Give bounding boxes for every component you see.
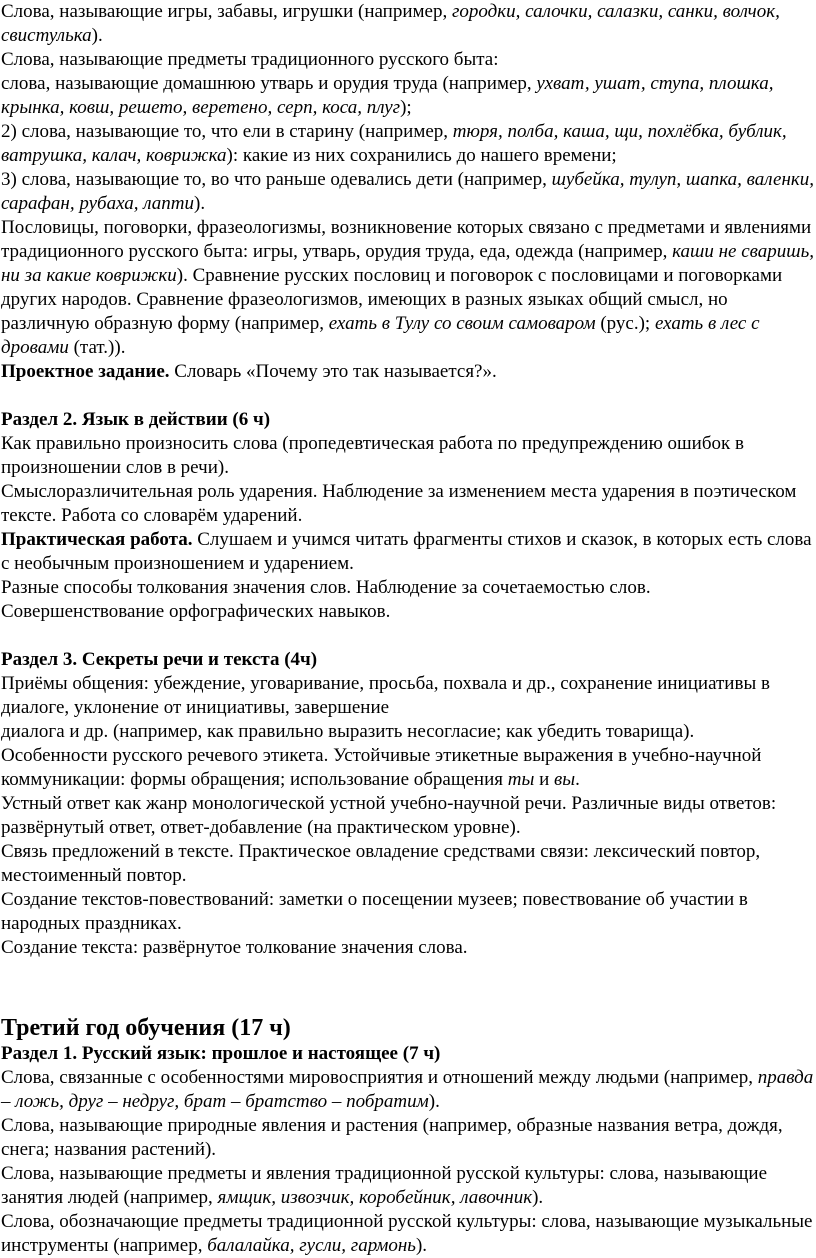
text: ). bbox=[91, 25, 103, 46]
paragraph-project-task bbox=[1, 360, 816, 384]
year-3-paragraph-instruments bbox=[1, 1210, 816, 1258]
section-3-paragraph: Приёмы общения: убеждение, уговаривание, просьба, похвала и др., сохранение инициативы в диалоге, уклонение от инициативы, завершение bbox=[1, 673, 770, 718]
section-3-heading: Раздел 3. Секреты речи и текста (4ч) bbox=[1, 649, 318, 670]
text: Особенности русского речевого этикета. Устойчивые этикетные выражения в учебно-научной коммуникации: формы обращения; использование обращения bbox=[1, 745, 762, 790]
text: (тат.)). bbox=[68, 337, 126, 358]
text: Слова, называющие предметы и явления традиционной русской культуры: слова, называющие занятия людей (например, bbox=[1, 1163, 768, 1208]
italic-examples: городки, салочки, салазки, санки, волчок, свистулька bbox=[1, 1, 780, 46]
text: ); bbox=[400, 97, 412, 118]
text: ). bbox=[415, 1235, 428, 1256]
year-3-heading: Третий год обучения (17 ч) bbox=[1, 1015, 291, 1041]
section-3-paragraph: Создание текстов-повествований: заметки о посещении музеев; повествование об участии в народных праздниках. bbox=[1, 889, 748, 934]
text: Слова, называющие игры, забавы, игрушки (например, bbox=[1, 1, 452, 22]
text: (рус.); bbox=[595, 313, 655, 334]
text: ). Сравнение русских пословиц и поговорок с пословицами и поговорками других народов. Сравнение фразеологизмов, имеющих в разных языках общий смысл, но различную образную форму (например, bbox=[1, 265, 783, 334]
section-3-paragraph: Устный ответ как жанр монологической устной учебно-научной речи. Различные виды ответов: развёрнутый ответ, ответ-добавление (на практическом уровне). bbox=[1, 793, 777, 838]
italic-examples: шубейка, тулуп, шапка, валенки, сарафан, рубаха, лапти bbox=[1, 169, 815, 214]
section-3-paragraph: Создание текста: развёрнутое толкование значения слова. bbox=[1, 937, 468, 958]
bold-label: Практическая работа. bbox=[1, 529, 193, 550]
year-3-paragraph-relations bbox=[1, 1066, 816, 1114]
text: слова, называющие домашнюю утварь и орудия труда (например, bbox=[1, 73, 537, 94]
text: ): какие из них сохранились до нашего времени; bbox=[226, 145, 617, 166]
italic-examples: балалайка, гусли, гармонь bbox=[207, 1235, 416, 1256]
text: и bbox=[534, 769, 555, 790]
section-3-paragraph: Связь предложений в тексте. Практическое овладение средствами связи: лексический повтор, местоименный повтор. bbox=[1, 841, 761, 886]
spacer bbox=[1, 384, 816, 408]
paragraph-utensils bbox=[1, 72, 816, 120]
text: Слова, обозначающие предметы традиционной русской культуры: слова, называющие музыкальные инструменты (например, bbox=[1, 1211, 813, 1256]
italic-examples: тюря, полба, каша, щи, похлёбка, бублик, ватрушка, калач, коврижка bbox=[1, 121, 787, 166]
text: Словарь «Почему это так называется?». bbox=[169, 361, 497, 382]
italic-examples: ухват, ушат, ступа, плошка, крынка, ковш, решето, веретено, серп, коса, плуг bbox=[1, 73, 774, 118]
spacer bbox=[1, 624, 816, 648]
paragraph-proverbs bbox=[1, 216, 816, 360]
italic-examples: правда – ложь, друг – недруг, брат – братство – побратим bbox=[1, 1067, 814, 1112]
text: Пословицы, поговорки, фразеологизмы, возникновение которых связано с предметами и явлениями традиционного русского быта: игры, утварь, орудия труда, еда, одежда (например, bbox=[1, 217, 812, 262]
italic-word: ты bbox=[507, 769, 535, 790]
section-2-practical-work bbox=[1, 528, 816, 576]
text: 3) слова, называющие то, во что раньше одевались дети (например, bbox=[1, 169, 552, 190]
text: . bbox=[575, 769, 580, 790]
section-2-paragraph: Разные способы толкования значения слов. Наблюдение за сочетаемостью слов. bbox=[1, 577, 651, 598]
text: ). bbox=[532, 1187, 544, 1208]
section-2-heading: Раздел 2. Язык в действии (6 ч) bbox=[1, 409, 271, 430]
italic-word: вы bbox=[554, 769, 576, 790]
section-3-paragraph: диалога и др. (например, как правильно выразить несогласие; как убедить товарища). bbox=[1, 721, 695, 742]
italic-examples: ямщик, извозчик, коробейник, лавочник bbox=[217, 1187, 533, 1208]
bold-label: Проектное задание. bbox=[1, 361, 170, 382]
year-3-paragraph-nature: Слова, называющие природные явления и растения (например, образные названия ветра, дождя, снега; названия растений). bbox=[1, 1115, 783, 1160]
text: 2) слова, называющие то, что ели в старину (например, bbox=[1, 121, 453, 142]
section-2-paragraph: Смыслоразличительная роль ударения. Наблюдение за изменением места ударения в поэтическом тексте. Работа со словарём ударений. bbox=[1, 481, 797, 526]
italic-examples: ехать в Тулу со своим самоваром bbox=[328, 313, 596, 334]
paragraph-games bbox=[1, 0, 816, 48]
text: ). bbox=[428, 1091, 440, 1112]
section-3-etiquette bbox=[1, 744, 816, 792]
section-2-paragraph: Совершенствование орфографических навыков. bbox=[1, 601, 391, 622]
italic-examples: каши не сваришь, ни за какие коврижки bbox=[1, 241, 815, 286]
text: Слова, связанные с особенностями мировосприятия и отношений между людьми (например, bbox=[1, 1067, 758, 1088]
italic-examples: ехать в лес с дровами bbox=[1, 313, 760, 358]
spacer bbox=[1, 960, 816, 1008]
year-3-paragraph-occupations bbox=[1, 1162, 816, 1210]
paragraph-food bbox=[1, 120, 816, 168]
text: Слушаем и учимся читать фрагменты стихов и сказок, в которых есть слова с необычным произношением и ударением. bbox=[1, 529, 812, 574]
year-3-section-1-heading: Раздел 1. Русский язык: прошлое и настоящее (7 ч) bbox=[1, 1043, 441, 1064]
paragraph-clothing bbox=[1, 168, 816, 216]
paragraph-household-intro: Слова, называющие предметы традиционного русского быта: bbox=[1, 49, 499, 70]
section-2-paragraph: Как правильно произносить слова (пропедевтическая работа по предупреждению ошибок в произношении слов в речи). bbox=[1, 433, 744, 478]
text: ). bbox=[194, 193, 206, 214]
